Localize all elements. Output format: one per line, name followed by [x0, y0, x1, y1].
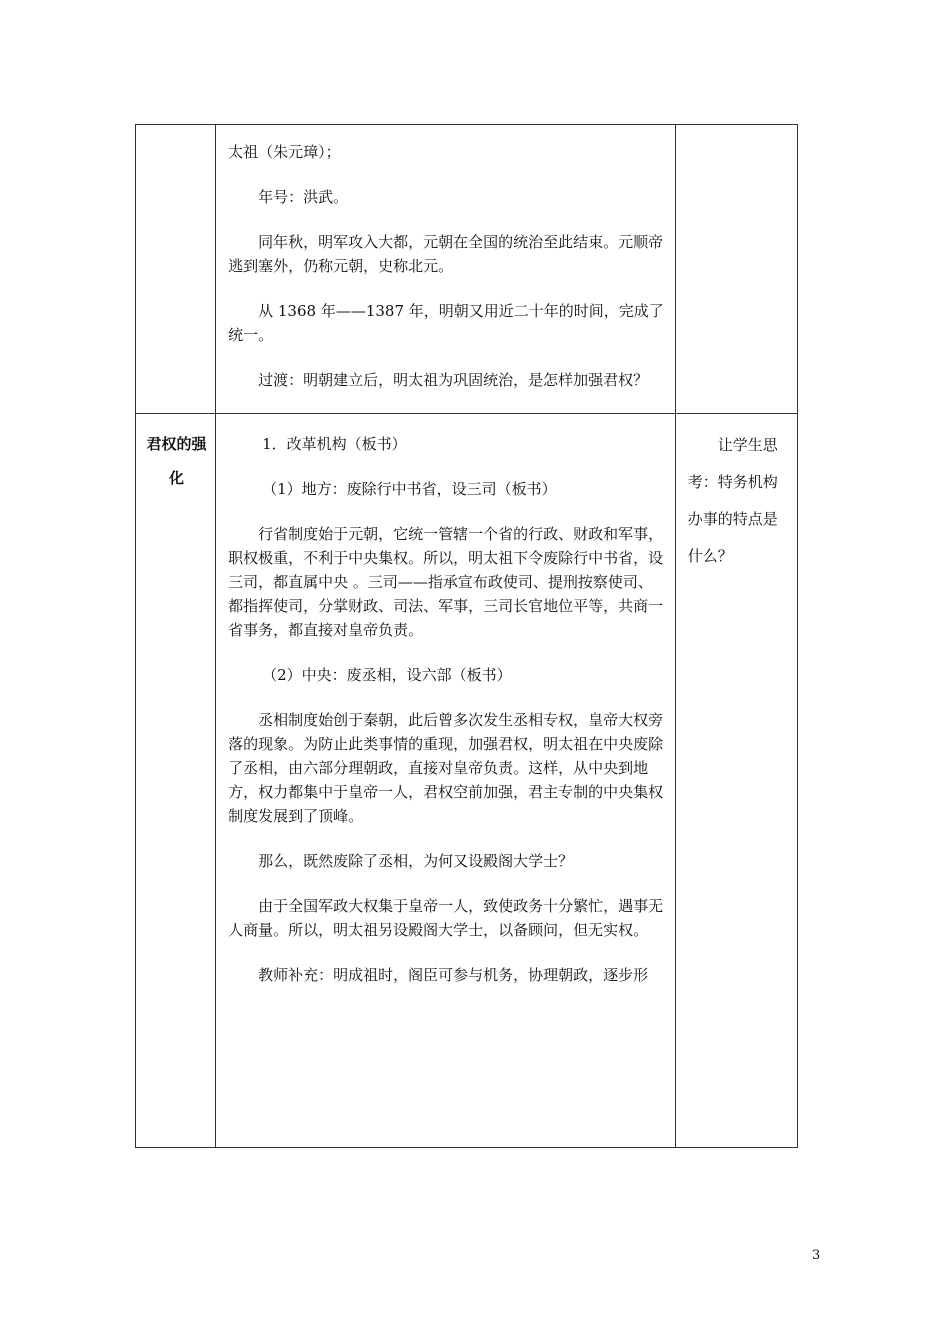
paragraph: 太祖（朱元璋）； — [228, 143, 341, 161]
paragraph: 丞相制度始创于秦朝，此后曾多次发生丞相专权，皇帝大权旁落的现象。为防止此类事情的重现，加强君权，明太祖在中央废除了丞相，由六部分理朝政，直接对皇帝负责。这样，从中央到地方，权力都集中于皇帝一人，君权空前加强，君主专制的中央集权制度发展到了顶峰。 — [228, 711, 664, 825]
paragraph: （2）中央：废丞相，设六部（板书） — [262, 666, 512, 684]
table-row — [136, 414, 798, 1148]
paragraph: 年号：洪武。 — [258, 188, 349, 206]
section-label-cell — [136, 414, 216, 1148]
teacher-note: 让学生思考：特务机构办事的特点是什么？ — [687, 436, 778, 565]
content-cell — [216, 414, 676, 1148]
paragraph: 教师补充：明成祖时，阁臣可参与机务，协理朝政，逐步形 — [258, 966, 649, 984]
paragraph: 那么，既然废除了丞相，为何又设殿阁大学士？ — [258, 852, 574, 870]
paragraph: 同年秋，明军攻入大都，元朝在全国的统治至此结束。元顺帝逃到塞外，仍称元朝，史称北元。 — [228, 233, 664, 275]
section-label-cell — [136, 125, 216, 414]
paragraph: 1．改革机构（板书） — [262, 435, 407, 453]
note-cell — [675, 414, 797, 1148]
paragraph: 由于全国军政大权集于皇帝一人，致使政务十分繁忙，遇事无人商量。所以，明太祖另设殿阁大学士，以备顾问，但无实权。 — [228, 897, 664, 939]
section-label: 君权的强化 — [146, 435, 207, 487]
content-cell — [216, 125, 676, 414]
lesson-plan-table — [135, 124, 798, 1148]
paragraph: 过渡：明朝建立后，明太祖为巩固统治，是怎样加强君权？ — [258, 371, 649, 389]
paragraph: 行省制度始于元朝，它统一管辖一个省的行政、财政和军事，职权极重，不利于中央集权。所以，明太祖下令废除行中书省，设三司，都直属中央 。三司——指承宣布政使司、提刑按察使司、都指挥使司，分掌财政、司法、军事，三司长官地位平等，共商一省事务，都直接对皇帝负责。 — [228, 525, 664, 639]
page-number: 3 — [812, 1248, 821, 1263]
note-cell — [675, 125, 797, 414]
paragraph: （1）地方：废除行中书省，设三司（板书） — [262, 480, 557, 498]
paragraph: 从 1368 年——1387 年，明朝又用近二十年的时间，完成了统一。 — [228, 302, 664, 344]
table-row — [136, 125, 798, 414]
